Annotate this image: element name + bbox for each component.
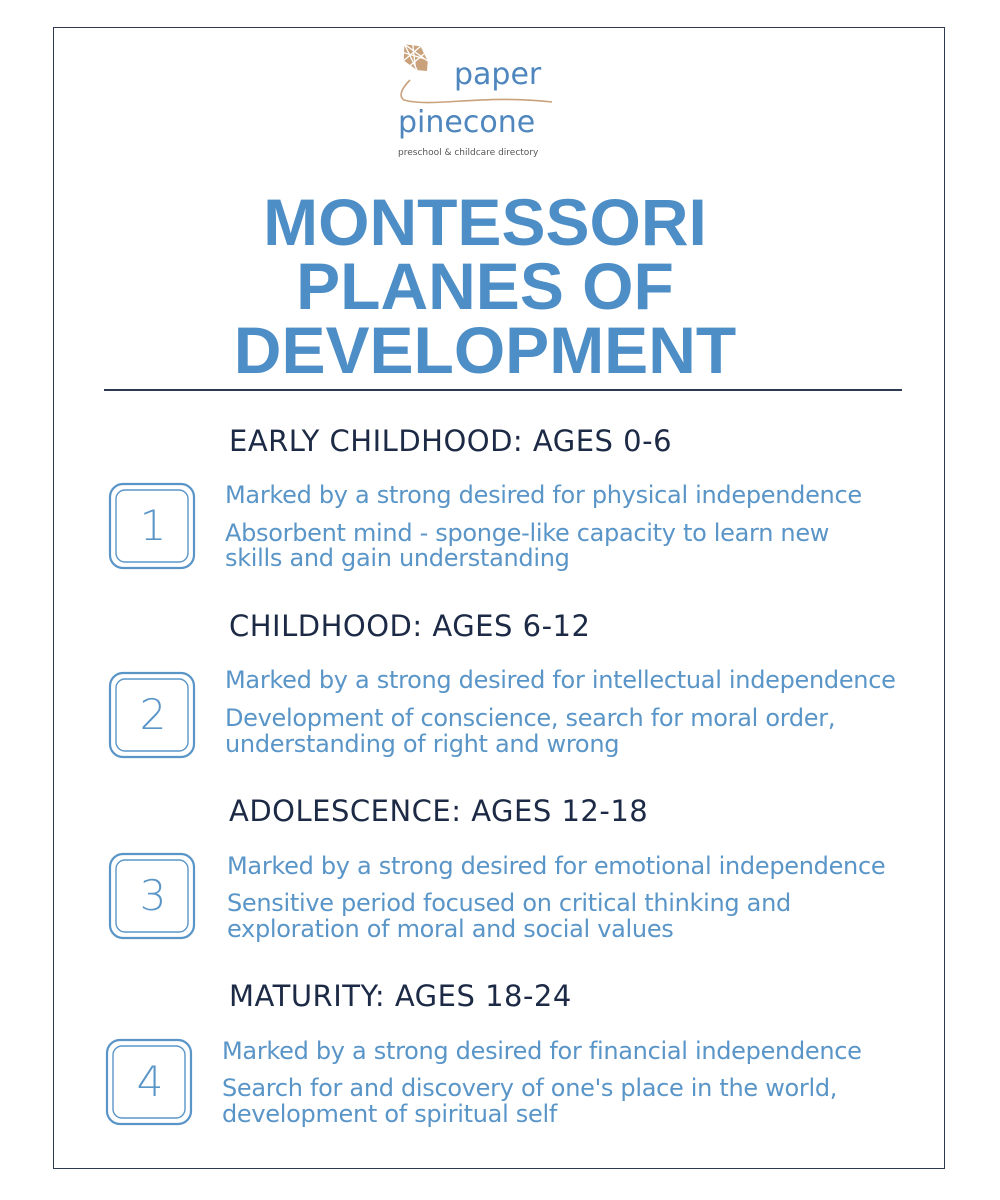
title-line-1: MONTESSORI (263, 185, 707, 259)
title-line-3: DEVELOPMENT (233, 313, 737, 387)
logo-word-paper: paper (454, 57, 542, 92)
logo (392, 36, 567, 160)
plane-point: Marked by a strong desired for intellectual independence (225, 666, 896, 694)
plane-number: 3 (139, 871, 167, 920)
plane-number: 4 (136, 1057, 164, 1106)
plane-detail-line: understanding of right and wrong (225, 730, 620, 758)
plane-detail-line: Search for and discovery of one's place in the world, (222, 1074, 838, 1102)
plane-number: 1 (139, 501, 167, 550)
number-badge (108, 852, 198, 942)
logo-word-pinecone: pinecone (398, 105, 536, 140)
title-divider (104, 389, 902, 391)
plane-point: Marked by a strong desired for physical independence (225, 481, 862, 509)
title-line-2: PLANES OF (296, 249, 674, 323)
plane-heading: CHILDHOOD: AGES 6-12 (229, 609, 591, 643)
plane-detail-line: development of spiritual self (222, 1100, 557, 1128)
plane-number: 2 (139, 690, 167, 739)
plane-detail-line: Sensitive period focused on critical thinking and (227, 889, 791, 917)
number-badge (108, 482, 198, 572)
number-badge (105, 1038, 195, 1128)
logo-tagline: preschool & childcare directory (398, 148, 539, 158)
plane-heading: MATURITY: AGES 18-24 (229, 979, 572, 1013)
plane-detail-line: Absorbent mind - sponge-like capacity to learn new (225, 519, 830, 547)
page-title (200, 185, 770, 387)
plane-detail-line: Development of conscience, search for moral order, (225, 704, 836, 732)
plane-detail-line: exploration of moral and social values (227, 915, 674, 943)
number-badge (108, 671, 198, 761)
plane-point: Marked by a strong desired for financial independence (222, 1037, 862, 1065)
pinecone-icon (392, 36, 567, 160)
plane-heading: EARLY CHILDHOOD: AGES 0-6 (229, 424, 673, 458)
plane-point: Marked by a strong desired for emotional independence (227, 852, 886, 880)
plane-detail-line: skills and gain understanding (225, 544, 570, 572)
plane-heading: ADOLESCENCE: AGES 12-18 (229, 794, 649, 828)
